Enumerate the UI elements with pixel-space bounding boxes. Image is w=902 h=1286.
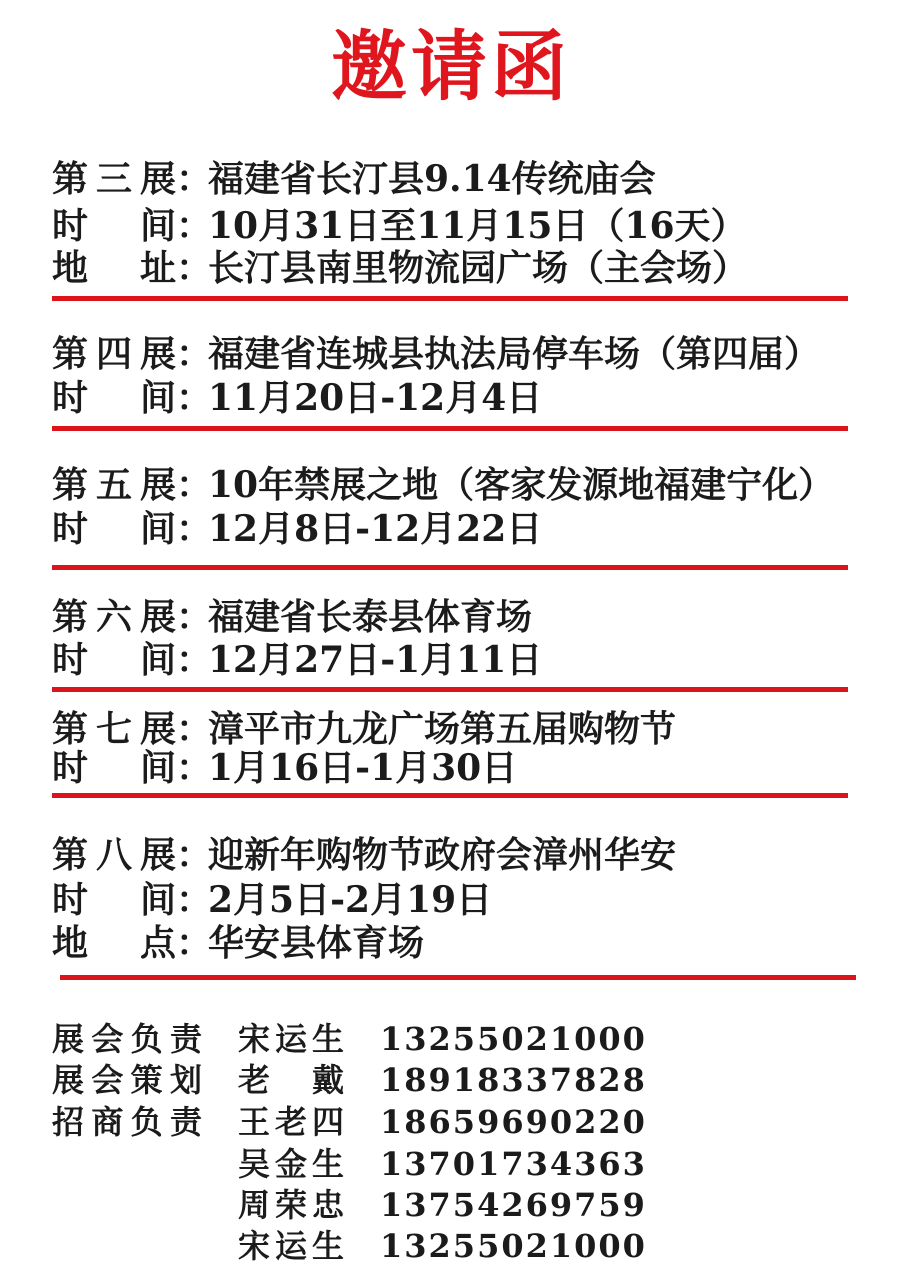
contact-row	[52, 1018, 652, 1060]
time-label: 时间	[52, 879, 176, 921]
colon: ：	[176, 205, 213, 247]
exhibition-5-name	[52, 462, 834, 508]
contact-name: 王老四	[238, 1103, 344, 1141]
exhibition-3-name	[52, 156, 656, 202]
place-label: 地址	[52, 247, 176, 289]
exhibition-4-name	[52, 331, 820, 377]
divider	[52, 296, 848, 301]
contact-phone[interactable]: 13754269759	[380, 1186, 647, 1224]
colon: ：	[176, 464, 213, 506]
exhibition-place: 长汀县南里物流园广场（主会场）	[208, 247, 749, 289]
exhibition-8-name	[52, 832, 676, 878]
place-label: 地点	[52, 922, 176, 964]
exhibition-8-place	[52, 920, 424, 966]
colon: ：	[176, 596, 213, 638]
contact-row	[52, 1143, 652, 1185]
exhibition-time: 10月31日至11月15日（16天）	[208, 205, 747, 247]
exhibition-name: 福建省连城县执法局停车场（第四届）	[208, 333, 821, 375]
time-label: 时间	[52, 508, 176, 550]
colon: ：	[176, 708, 213, 750]
exhibition-7-time	[52, 745, 517, 791]
contact-name: 吴金生	[238, 1145, 344, 1183]
time-label: 时间	[52, 205, 176, 247]
colon: ：	[176, 247, 213, 289]
name-label: 第五展	[52, 464, 176, 506]
name-label: 第七展	[52, 708, 176, 750]
name-label: 第八展	[52, 834, 176, 876]
contact-row	[52, 1225, 652, 1267]
colon: ：	[176, 922, 213, 964]
colon: ：	[176, 158, 213, 200]
contact-row	[52, 1184, 652, 1226]
exhibition-3-time	[52, 203, 747, 249]
contact-role: 展会策划	[52, 1061, 202, 1099]
colon: ：	[176, 377, 213, 419]
exhibition-name: 10年禁展之地（客家发源地福建宁化）	[208, 464, 835, 506]
exhibition-time: 2月5日-2月19日	[208, 879, 493, 921]
exhibition-6-name	[52, 594, 532, 640]
exhibition-6-time	[52, 637, 542, 683]
contact-name: 老戴	[238, 1061, 344, 1099]
divider	[52, 687, 848, 692]
contact-row	[52, 1101, 652, 1143]
contact-phone[interactable]: 13255021000	[380, 1227, 647, 1265]
exhibition-name: 福建省长泰县体育场	[208, 596, 533, 638]
name-label: 第三展	[52, 158, 176, 200]
contact-phone[interactable]: 18659690220	[380, 1103, 647, 1141]
contact-row	[52, 1059, 652, 1101]
exhibition-8-time	[52, 877, 492, 923]
exhibition-place: 华安县体育场	[208, 922, 425, 964]
contact-phone[interactable]: 18918337828	[380, 1061, 647, 1099]
page-title: 邀请函	[331, 22, 571, 111]
name-label: 第六展	[52, 596, 176, 638]
name-label: 第四展	[52, 333, 176, 375]
colon: ：	[176, 747, 213, 789]
exhibition-time: 12月8日-12月22日	[208, 508, 543, 550]
divider	[52, 565, 848, 570]
contact-name: 宋运生	[238, 1227, 344, 1265]
colon: ：	[176, 879, 213, 921]
exhibition-time: 1月16日-1月30日	[208, 747, 518, 789]
colon: ：	[176, 508, 213, 550]
contact-name: 周荣忠	[238, 1186, 344, 1224]
time-label: 时间	[52, 377, 176, 419]
contact-name: 宋运生	[238, 1020, 344, 1058]
colon: ：	[176, 834, 213, 876]
exhibition-5-time	[52, 506, 542, 552]
colon: ：	[176, 333, 213, 375]
exhibition-name: 福建省长汀县9.14传统庙会	[208, 158, 656, 200]
exhibition-name: 漳平市九龙广场第五届购物节	[208, 708, 677, 750]
exhibition-3-place	[52, 245, 748, 291]
contact-phone[interactable]: 13701734363	[380, 1145, 647, 1183]
contact-role: 招商负责	[52, 1103, 202, 1141]
divider	[52, 426, 848, 431]
divider	[52, 793, 848, 798]
time-label: 时间	[52, 747, 176, 789]
exhibition-4-time	[52, 375, 542, 421]
exhibition-name: 迎新年购物节政府会漳州华安	[208, 834, 677, 876]
exhibition-time: 11月20日-12月4日	[208, 377, 543, 419]
colon: ：	[176, 639, 213, 681]
contact-role: 展会负责	[52, 1020, 202, 1058]
time-label: 时间	[52, 639, 176, 681]
contact-phone[interactable]: 13255021000	[380, 1020, 647, 1058]
divider	[60, 975, 856, 980]
exhibition-time: 12月27日-1月11日	[208, 639, 543, 681]
